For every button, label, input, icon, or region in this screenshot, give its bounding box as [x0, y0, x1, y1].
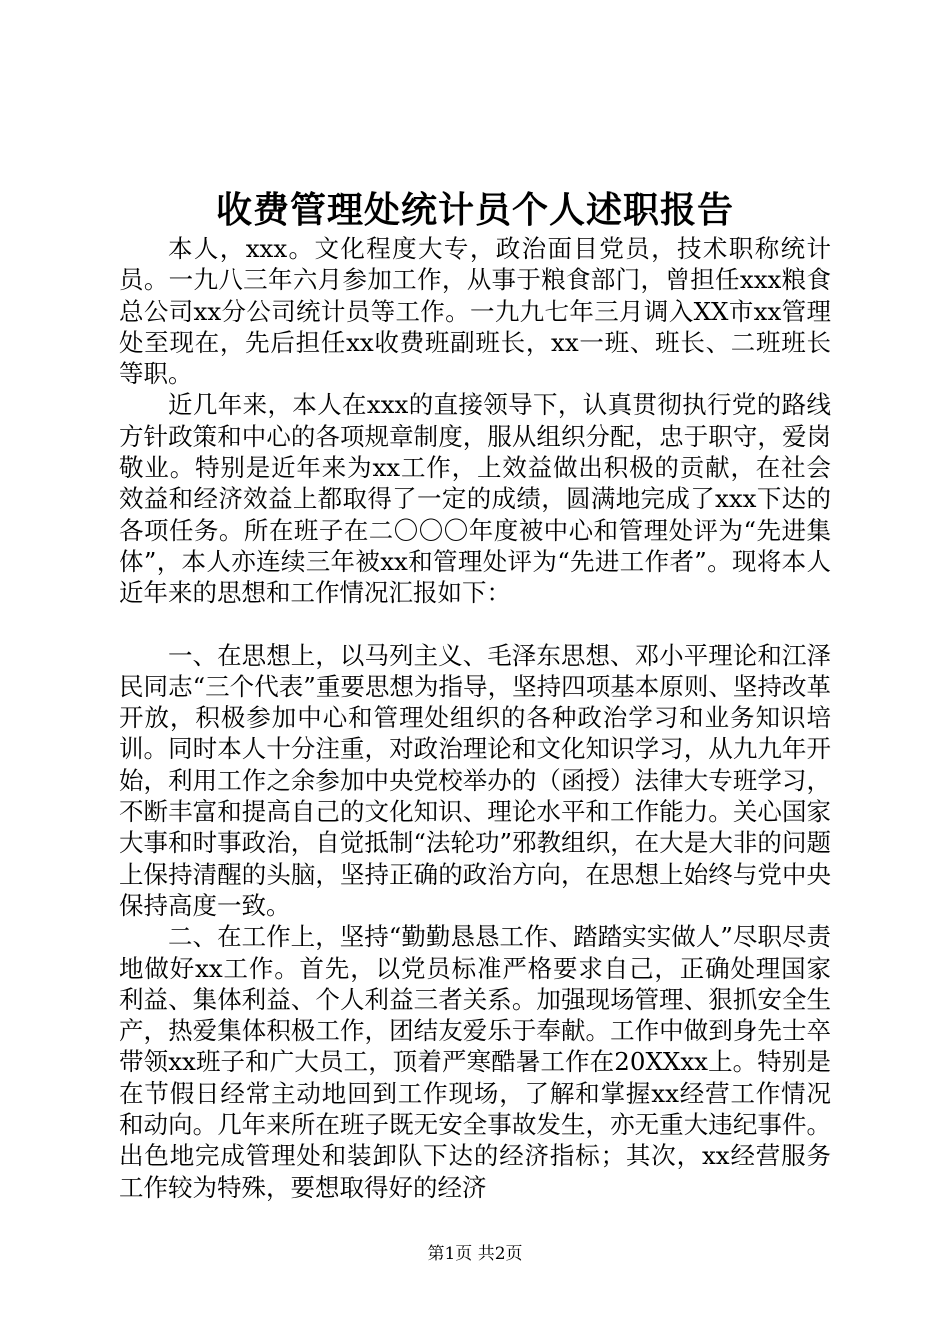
document-title: 收费管理处统计员个人述职报告 — [215, 189, 734, 231]
document-body — [119, 233, 831, 1203]
page-number-footer: 第1页 共2页 — [427, 1244, 523, 1264]
paragraph-work: 二、在工作上，坚持“勤勤恳恳工作、踏踏实实做人”尽职尽责地做好xx工作。首先，以党员标准严格要求自己，正确处理国家利益、集体利益、个人利益三者关系。加强现场管理、狠抓安全生产，热爱集体积极工作，团结友爱乐于奉献。工作中做到身先士卒带领xx班子和广大员工，顶着严寒酷暑工作在20XXxx上。特别是在节假日经常主动地回到工作现场，了解和掌握xx经营工作情况和动向。几年来所在班子既无安全事故发生，亦无重大违纪事件。出色地完成管理处和装卸队下达的经济指标；其次，xx经营服务工作较为特殊，要想取得好的经济 — [119, 922, 831, 1202]
paragraph-intro: 本人，xxx。文化程度大专，政治面目党员，技术职称统计员。一九八三年六月参加工作，从事于粮食部门，曾担任xxx粮食总公司xx分公司统计员等工作。一九九七年三月调入XX市xx管理处至现在，先后担任xx收费班副班长，xx一班、班长、二班班长等职。 — [119, 234, 831, 389]
paragraph-thought: 一、在思想上，以马列主义、毛泽东思想、邓小平理论和江泽民同志“三个代表”重要思想为指导，坚持四项基本原则、坚持改革开放，积极参加中心和管理处组织的各种政治学习和业务知识培训。同时本人十分注重，对政治理论和文化知识学习，从九九年开始，利用工作之余参加中央党校举办的（函授）法律大专班学习，不断丰富和提高自己的文化知识、理论水平和工作能力。关心国家大事和时事政治，自觉抵制“法轮功”邪教组织，在大是大非的问题上保持清醒的头脑，坚持正确的政治方向，在思想上始终与党中央保持高度一致。 — [119, 640, 831, 920]
paragraph-overview: 近几年来，本人在xxx的直接领导下，认真贯彻执行党的路线方针政策和中心的各项规章制度，服从组织分配，忠于职守，爱岗敬业。特别是近年来为xx工作，上效益做出积极的贡献，在社会效益和经济效益上都取得了一定的成绩，圆满地完成了xxx下达的各项任务。所在班子在二〇〇〇年度被中心和管理处评为“先进集体”，本人亦连续三年被xx和管理处评为“先进工作者”。现将本人近年来的思想和工作情况汇报如下： — [119, 390, 831, 608]
